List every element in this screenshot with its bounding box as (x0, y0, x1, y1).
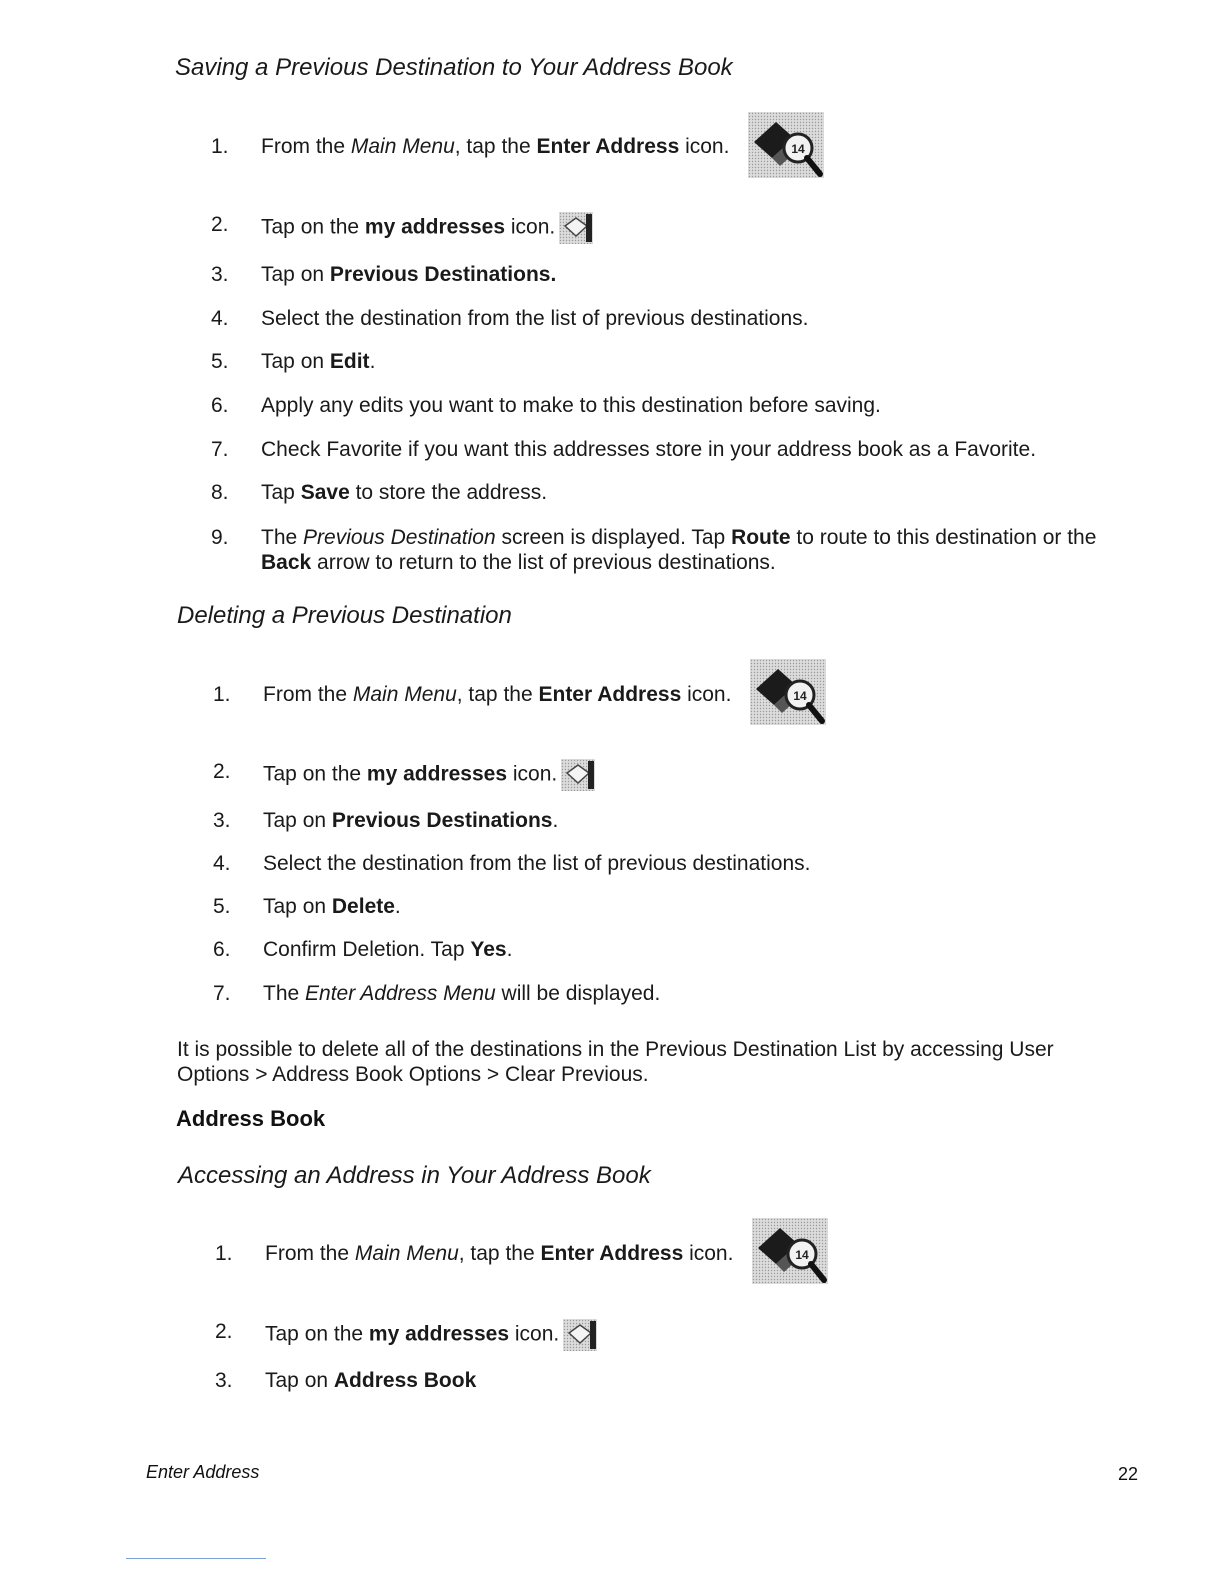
svg-text:14: 14 (791, 142, 805, 156)
section-title-saving: Saving a Previous Destination to Your Address Book (175, 54, 733, 81)
my-addresses-icon (559, 212, 593, 244)
page-number: 22 (1118, 1464, 1139, 1484)
manual-page: Saving a Previous Destination to Your Address Book 1. From the Main Menu, tap the Enter Address icon. 14 2. Tap on the my addresses icon. 3. Tap on Previous Destinations. 4. Select the destination from the list of previous destinations. 5. Tap on Edit. 6. Apply any edits you want to make to this destination before saving. 7. Check Favorite if you want this addresses store in your address book as a Favorite. 8. Tap Save to store the address. 9. The Previous Destination screen is displayed. Tap Route to route to this destination or the Back arrow to return to the list of previous destinations. Deleting a Previous Destination 1. From the Main Menu, tap the Enter Address icon. 14 2. Tap on the my addresses icon. 3. Tap on Previous Destinations. 4. Select the destination from the list of previous destinations. 5. Tap on Delete. 6. Confirm Deletion. Tap Yes. 7. The Enter Address Menu will be displayed. It is possible to delete all of the destinations in the Previous Destination List by accessing User Options > Address Book Options > Clear Previous. Address Book Accessing an Address in Your Address Book 1. From the Main Menu, tap the Enter Address icon. 14 2. Tap on the my addresses icon. 3. Tap on Address Book Enter Address 22 (0, 0, 1224, 1584)
svg-text:14: 14 (795, 1248, 809, 1262)
footer-section-name: Enter Address (146, 1462, 260, 1482)
section-heading-address-book: Address Book (176, 1106, 326, 1131)
section-title-accessing: Accessing an Address in Your Address Book (178, 1162, 651, 1189)
my-addresses-icon (561, 759, 595, 791)
svg-text:14: 14 (793, 689, 807, 703)
enter-address-icon (752, 1218, 828, 1284)
enter-address-icon (750, 659, 826, 725)
section-title-deleting: Deleting a Previous Destination (177, 602, 512, 629)
my-addresses-icon (563, 1319, 597, 1351)
footer-rule (126, 1558, 266, 1559)
enter-address-icon (748, 112, 824, 178)
clear-previous-note: It is possible to delete all of the destinations in the Previous Destination List by accessing User Options > Address Book Options > Clear Previous. (177, 1038, 1054, 1086)
